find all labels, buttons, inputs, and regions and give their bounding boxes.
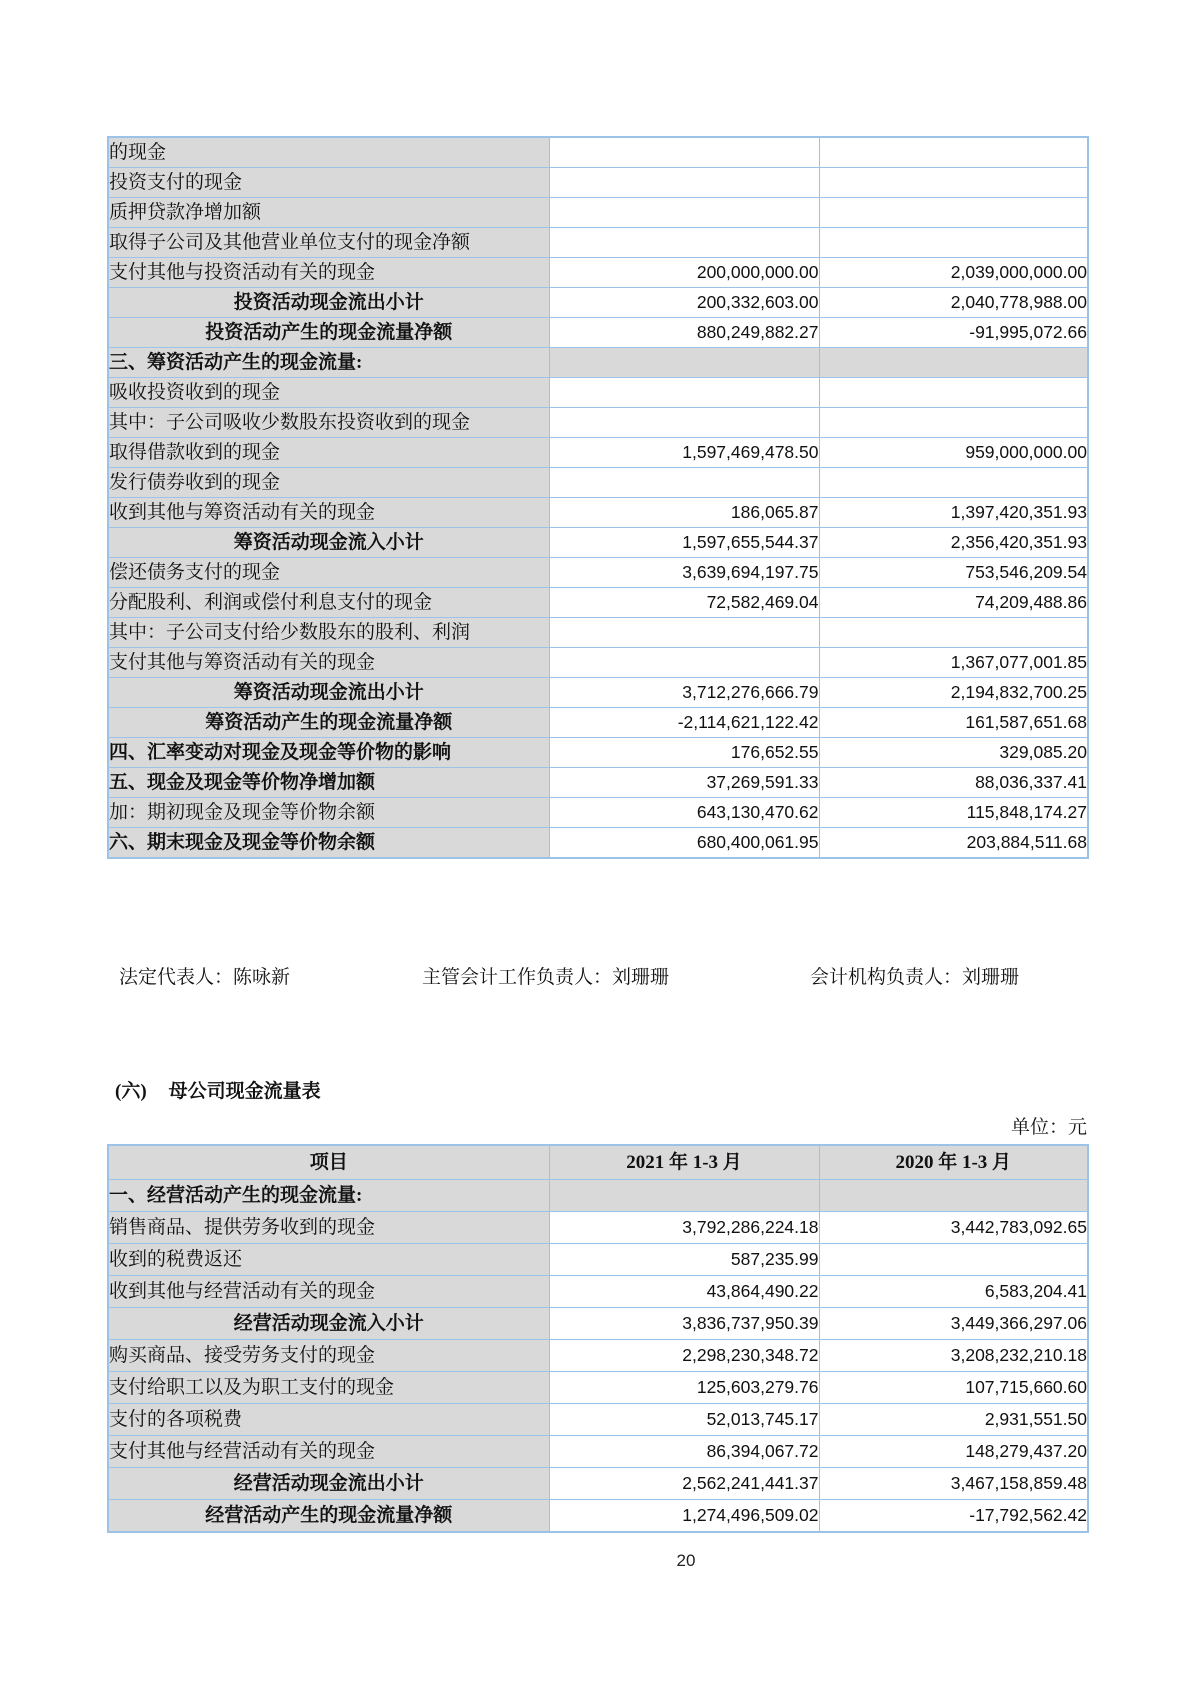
row-value-current-period [549, 648, 819, 678]
table-body [108, 137, 1088, 858]
row-value-prior-period: 2,194,832,700.25 [819, 678, 1088, 708]
row-value-prior-period: 2,039,000,000.00 [819, 258, 1088, 288]
row-value-current-period: 72,582,469.04 [549, 588, 819, 618]
row-value-prior-period: 1,367,077,001.85 [819, 648, 1088, 678]
table-row [108, 558, 1088, 588]
table-row [108, 408, 1088, 438]
unit-label: 单位：元 [1010, 1117, 1087, 1138]
row-value-current-period: 43,864,490.22 [549, 1276, 819, 1308]
row-label: 购买商品、接受劳务支付的现金 [108, 1340, 549, 1372]
table-row [108, 528, 1088, 558]
table-row [108, 168, 1088, 198]
table-row [108, 137, 1088, 168]
row-value-current-period: 3,712,276,666.79 [549, 678, 819, 708]
row-value-prior-period [819, 468, 1088, 498]
table-row [108, 468, 1088, 498]
row-value-current-period: 52,013,745.17 [549, 1404, 819, 1436]
table-row [108, 1276, 1088, 1308]
row-value-prior-period [819, 348, 1088, 378]
row-value-current-period [549, 198, 819, 228]
row-label: 支付给职工以及为职工支付的现金 [108, 1372, 549, 1404]
column-header-2021: 2021 年 1-3 月 [549, 1145, 819, 1180]
table-row [108, 198, 1088, 228]
row-value-prior-period: 2,040,778,988.00 [819, 288, 1088, 318]
row-value-current-period: 125,603,279.76 [549, 1372, 819, 1404]
row-value-prior-period: 6,583,204.41 [819, 1276, 1088, 1308]
row-label: 支付其他与经营活动有关的现金 [108, 1436, 549, 1468]
parent-company-cash-flow-table [107, 1144, 1089, 1533]
row-value-prior-period [819, 378, 1088, 408]
table-row [108, 288, 1088, 318]
row-value-current-period: 200,332,603.00 [549, 288, 819, 318]
row-label: 其中：子公司支付给少数股东的股利、利润 [108, 618, 549, 648]
row-label: 五、现金及现金等价物净增加额 [108, 768, 549, 798]
table-header-row [108, 1145, 1088, 1180]
row-value-prior-period [819, 228, 1088, 258]
row-label: 投资活动现金流出小计 [108, 288, 549, 318]
row-value-prior-period: 959,000,000.00 [819, 438, 1088, 468]
consolidated-cash-flow-table-continued [107, 136, 1089, 859]
row-value-prior-period: 2,931,551.50 [819, 1404, 1088, 1436]
row-label: 的现金 [108, 137, 549, 168]
row-label: 投资活动产生的现金流量净额 [108, 318, 549, 348]
row-value-current-period: 880,249,882.27 [549, 318, 819, 348]
row-value-prior-period: 88,036,337.41 [819, 768, 1088, 798]
table-row [108, 828, 1088, 859]
table-row [108, 1500, 1088, 1533]
row-value-prior-period: 753,546,209.54 [819, 558, 1088, 588]
row-label: 收到其他与经营活动有关的现金 [108, 1276, 549, 1308]
row-value-current-period: 587,235.99 [549, 1244, 819, 1276]
row-value-prior-period: 203,884,511.68 [819, 828, 1088, 859]
table-row [108, 258, 1088, 288]
row-label: 筹资活动现金流出小计 [108, 678, 549, 708]
table-row [108, 768, 1088, 798]
row-value-current-period: 1,274,496,509.02 [549, 1500, 819, 1533]
row-value-current-period: -2,114,621,122.42 [549, 708, 819, 738]
row-value-current-period: 3,836,737,950.39 [549, 1308, 819, 1340]
row-value-current-period: 1,597,469,478.50 [549, 438, 819, 468]
table-row [108, 588, 1088, 618]
table-row [108, 648, 1088, 678]
row-value-current-period: 200,000,000.00 [549, 258, 819, 288]
row-value-prior-period: 3,442,783,092.65 [819, 1212, 1088, 1244]
row-label: 分配股利、利润或偿付利息支付的现金 [108, 588, 549, 618]
row-value-prior-period: 3,208,232,210.18 [819, 1340, 1088, 1372]
row-value-prior-period: 115,848,174.27 [819, 798, 1088, 828]
row-value-prior-period [819, 137, 1088, 168]
row-label: 质押贷款净增加额 [108, 198, 549, 228]
row-value-prior-period [819, 618, 1088, 648]
row-value-current-period [549, 378, 819, 408]
row-label: 经营活动现金流出小计 [108, 1468, 549, 1500]
table-row [108, 1244, 1088, 1276]
row-value-current-period [549, 168, 819, 198]
table-row [108, 1212, 1088, 1244]
table-row [108, 708, 1088, 738]
page-number: 20 [676, 1551, 696, 1570]
row-label: 取得子公司及其他营业单位支付的现金净额 [108, 228, 549, 258]
row-value-current-period [549, 228, 819, 258]
table-row [108, 1340, 1088, 1372]
row-value-prior-period: 161,587,651.68 [819, 708, 1088, 738]
row-label: 收到其他与筹资活动有关的现金 [108, 498, 549, 528]
section-title [115, 1076, 321, 1103]
row-value-prior-period: 74,209,488.86 [819, 588, 1088, 618]
chief-accounting-officer-signature: 主管会计工作负责人：刘珊珊 [422, 967, 670, 988]
row-label: 一、经营活动产生的现金流量: [108, 1180, 549, 1212]
row-label: 其中：子公司吸收少数股东投资收到的现金 [108, 408, 549, 438]
row-value-current-period: 186,065.87 [549, 498, 819, 528]
row-label: 支付其他与投资活动有关的现金 [108, 258, 549, 288]
row-value-prior-period [819, 1244, 1088, 1276]
table-row [108, 498, 1088, 528]
table-row [108, 1372, 1088, 1404]
row-label: 四、汇率变动对现金及现金等价物的影响 [108, 738, 549, 768]
row-value-prior-period: -17,792,562.42 [819, 1500, 1088, 1533]
row-value-current-period: 2,298,230,348.72 [549, 1340, 819, 1372]
row-label: 筹资活动现金流入小计 [108, 528, 549, 558]
column-header-2020: 2020 年 1-3 月 [819, 1145, 1088, 1180]
row-label: 三、筹资活动产生的现金流量: [108, 348, 549, 378]
row-value-current-period: 86,394,067.72 [549, 1436, 819, 1468]
table-row [108, 1436, 1088, 1468]
row-value-current-period: 1,597,655,544.37 [549, 528, 819, 558]
row-value-current-period: 3,792,286,224.18 [549, 1212, 819, 1244]
row-value-prior-period: -91,995,072.66 [819, 318, 1088, 348]
row-value-prior-period: 329,085.20 [819, 738, 1088, 768]
row-value-prior-period [819, 1180, 1088, 1212]
row-value-current-period [549, 348, 819, 378]
table-row [108, 798, 1088, 828]
row-label: 偿还债务支付的现金 [108, 558, 549, 588]
row-label: 销售商品、提供劳务收到的现金 [108, 1212, 549, 1244]
row-value-current-period: 176,652.55 [549, 738, 819, 768]
table-row [108, 1180, 1088, 1212]
table-body [108, 1180, 1088, 1533]
row-value-current-period: 2,562,241,441.37 [549, 1468, 819, 1500]
row-value-current-period: 643,130,470.62 [549, 798, 819, 828]
table-row [108, 1308, 1088, 1340]
table-row [108, 1404, 1088, 1436]
row-value-prior-period [819, 168, 1088, 198]
row-value-current-period: 680,400,061.95 [549, 828, 819, 859]
row-label: 取得借款收到的现金 [108, 438, 549, 468]
row-label: 经营活动现金流入小计 [108, 1308, 549, 1340]
table-row [108, 348, 1088, 378]
accounting-department-head-signature: 会计机构负责人：刘珊珊 [810, 967, 1020, 988]
section-title-text: 母公司现金流量表 [168, 1081, 321, 1102]
row-value-prior-period [819, 198, 1088, 228]
row-value-current-period [549, 468, 819, 498]
row-value-current-period [549, 1180, 819, 1212]
row-label: 经营活动产生的现金流量净额 [108, 1500, 549, 1533]
row-label: 收到的税费返还 [108, 1244, 549, 1276]
row-value-current-period: 37,269,591.33 [549, 768, 819, 798]
row-value-prior-period: 1,397,420,351.93 [819, 498, 1088, 528]
table-row [108, 1468, 1088, 1500]
table-row [108, 438, 1088, 468]
row-value-current-period [549, 618, 819, 648]
row-label: 支付其他与筹资活动有关的现金 [108, 648, 549, 678]
row-label: 投资支付的现金 [108, 168, 549, 198]
row-value-prior-period: 3,467,158,859.48 [819, 1468, 1088, 1500]
legal-representative-signature: 法定代表人：陈咏新 [119, 967, 291, 988]
row-value-prior-period [819, 408, 1088, 438]
table-row [108, 228, 1088, 258]
row-label: 筹资活动产生的现金流量净额 [108, 708, 549, 738]
table-row [108, 318, 1088, 348]
table-row [108, 738, 1088, 768]
row-value-prior-period: 148,279,437.20 [819, 1436, 1088, 1468]
table-row [108, 378, 1088, 408]
column-header-item: 项目 [108, 1145, 549, 1180]
row-value-prior-period: 3,449,366,297.06 [819, 1308, 1088, 1340]
table-row [108, 618, 1088, 648]
row-label: 加：期初现金及现金等价物余额 [108, 798, 549, 828]
signature-line [107, 962, 1107, 992]
row-value-current-period [549, 408, 819, 438]
row-label: 发行债券收到的现金 [108, 468, 549, 498]
row-label: 吸收投资收到的现金 [108, 378, 549, 408]
section-index: (六) [115, 1081, 147, 1102]
row-value-current-period [549, 137, 819, 168]
row-label: 支付的各项税费 [108, 1404, 549, 1436]
row-value-prior-period: 2,356,420,351.93 [819, 528, 1088, 558]
table-row [108, 678, 1088, 708]
row-value-current-period: 3,639,694,197.75 [549, 558, 819, 588]
row-value-prior-period: 107,715,660.60 [819, 1372, 1088, 1404]
row-label: 六、期末现金及现金等价物余额 [108, 828, 549, 859]
